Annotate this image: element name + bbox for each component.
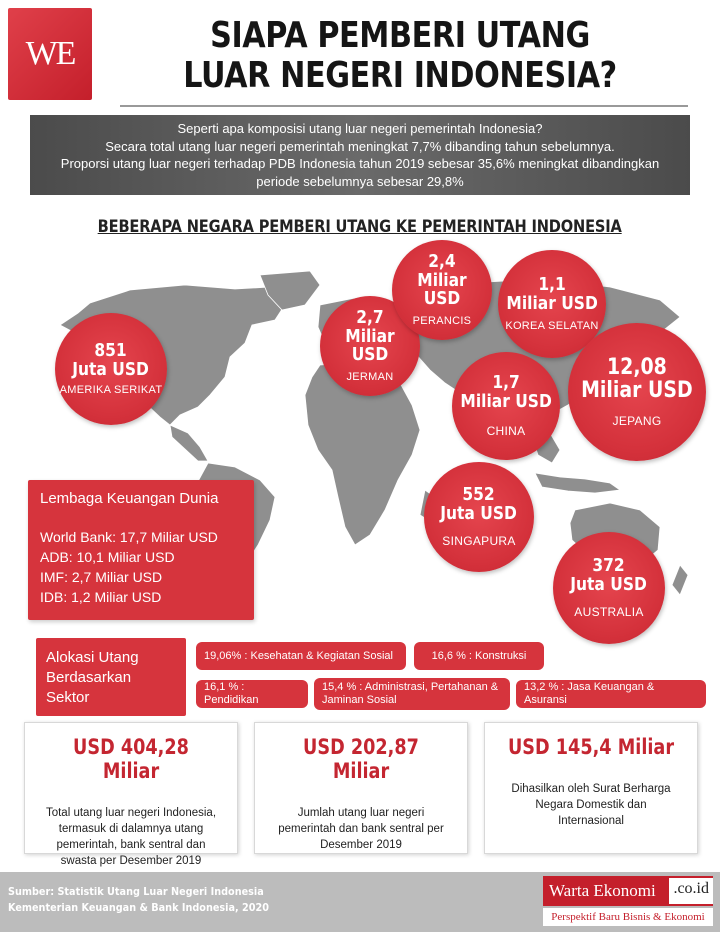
stat-card-sbn bbox=[484, 722, 698, 854]
bubble-amount: 372 bbox=[592, 555, 626, 577]
bubble-unit: Miliar USD bbox=[460, 391, 552, 412]
sector-pill: 15,4 % : Administrasi, Pertahanan & Jaminan Sosial bbox=[314, 678, 510, 710]
lembaga-item: ADB: 10,1 Miliar USD bbox=[40, 549, 175, 565]
bubble-amount: 2,7 bbox=[356, 306, 384, 328]
bubble-country: JERMAN bbox=[346, 371, 394, 384]
new-zealand-shape bbox=[672, 565, 688, 595]
central-america-shape bbox=[170, 425, 208, 461]
alokasi-heading-box bbox=[36, 638, 186, 716]
bubble-unit: Miliar USD bbox=[581, 378, 693, 403]
bubble-singapura bbox=[424, 462, 534, 572]
stat-desc: Total utang luar negeri Indonesia, termasuk di dalamnya utang pemerintah, bank sentral dan swasta per Desember 2019 bbox=[45, 807, 217, 867]
we-logo bbox=[8, 8, 92, 100]
stat-desc: Dihasilkan oleh Surat Berharga Negara Domestik dan Internasional bbox=[511, 783, 671, 827]
sector-pill: 13,2 % : Jasa Keuangan & Asuransi bbox=[516, 680, 706, 708]
stat-card-total bbox=[24, 722, 238, 867]
bubble-country: AMERIKA SERIKAT bbox=[59, 383, 163, 396]
bubble-amount: 851 bbox=[94, 340, 128, 362]
brand-tagline: Perspektif Baru Bisnis & Ekonomi bbox=[543, 908, 713, 926]
stat-desc: Jumlah utang luar negeri pemerintah dan bank sentral per Desember 2019 bbox=[278, 807, 444, 851]
sector-pill: 19,06% : Kesehatan & Kegiatan Sosial bbox=[196, 642, 406, 670]
indonesia-shape bbox=[535, 473, 620, 493]
countries-heading: BEBERAPA NEGARA PEMBERI UTANG KE PEMERINTAH INDONESIA bbox=[97, 217, 623, 237]
bubble-unit: Juta USD bbox=[72, 359, 150, 380]
intro-line: Seperti apa komposisi utang luar negeri pemerintah Indonesia? bbox=[177, 121, 543, 136]
warta-ekonomi-logo bbox=[543, 876, 713, 928]
bubble-unit: Miliar USD bbox=[417, 269, 467, 310]
alokasi-heading-line: Berdasarkan bbox=[46, 669, 132, 686]
stat-value: USD 404,28 Miliar bbox=[73, 735, 189, 783]
stat-value: USD 202,87 Miliar bbox=[303, 735, 419, 783]
bubble-unit: Miliar USD bbox=[506, 293, 598, 314]
lembaga-item: IDB: 1,2 Miliar USD bbox=[40, 589, 162, 605]
bubble-china bbox=[452, 352, 560, 460]
alokasi-heading-line: Sektor bbox=[46, 689, 90, 706]
bubble-unit: Juta USD bbox=[570, 574, 648, 595]
bubble-country: SINGAPURA bbox=[442, 533, 516, 548]
bubble-country: PERANCIS bbox=[412, 315, 472, 328]
bubble-perancis bbox=[392, 240, 492, 340]
intro-line: periode sebelumnya sebesar 29,8% bbox=[256, 173, 464, 189]
intro-line: Secara total utang luar negeri pemerintah meningkat 7,7% dibanding tahun sebelumnya. bbox=[105, 138, 615, 154]
bubble-australia bbox=[553, 532, 665, 644]
bubble-amerika-serikat bbox=[55, 313, 167, 425]
brand-suffix: .co.id bbox=[669, 878, 713, 904]
lembaga-item: World Bank: 17,7 Miliar USD bbox=[40, 529, 218, 545]
bubble-amount: 1,7 bbox=[492, 372, 520, 394]
sector-pill: 16,6 % : Konstruksi bbox=[414, 642, 544, 670]
bubble-unit: Juta USD bbox=[440, 503, 518, 524]
bubble-country: AUSTRALIA bbox=[574, 604, 644, 619]
bubble-country: KOREA SELATAN bbox=[505, 319, 599, 332]
page-title-line2: LUAR NEGERI INDONESIA? bbox=[183, 55, 617, 96]
page-title bbox=[165, 16, 635, 96]
we-logo-text: WE bbox=[25, 35, 75, 72]
lembaga-keuangan-box bbox=[28, 480, 254, 620]
bubble-amount: 1,1 bbox=[538, 274, 566, 296]
alokasi-heading-line: Alokasi Utang bbox=[46, 649, 139, 666]
sector-pill: 16,1 % : Pendidikan bbox=[196, 680, 308, 708]
stat-card-government bbox=[254, 722, 468, 854]
bubble-amount: 552 bbox=[462, 484, 496, 506]
title-divider bbox=[120, 105, 688, 107]
bubble-amount: 12,08 bbox=[607, 354, 667, 380]
lembaga-heading: Lembaga Keuangan Dunia bbox=[40, 490, 219, 507]
intro-banner bbox=[30, 115, 690, 195]
lembaga-item: IMF: 2,7 Miliar USD bbox=[40, 569, 163, 585]
bubble-amount: 2,4 bbox=[428, 250, 456, 272]
bubble-jepang bbox=[568, 323, 706, 461]
brand-name: Warta Ekonomi bbox=[549, 881, 656, 900]
bubble-country: CHINA bbox=[486, 423, 526, 438]
page-title-line1: SIAPA PEMBERI UTANG bbox=[210, 15, 590, 56]
bubble-country: JEPANG bbox=[612, 414, 662, 429]
intro-line: Proporsi utang luar negeri terhadap PDB Indonesia tahun 2019 sebesar 35,6% meningkat dibandingkan bbox=[60, 156, 660, 171]
bubble-unit: Miliar USD bbox=[345, 325, 395, 366]
source-text: Sumber: Statistik Utang Luar Negeri Indonesia Kementerian Keuangan & Bank Indonesia, 2020 bbox=[8, 885, 270, 914]
stat-value: USD 145,4 Miliar bbox=[507, 735, 675, 759]
